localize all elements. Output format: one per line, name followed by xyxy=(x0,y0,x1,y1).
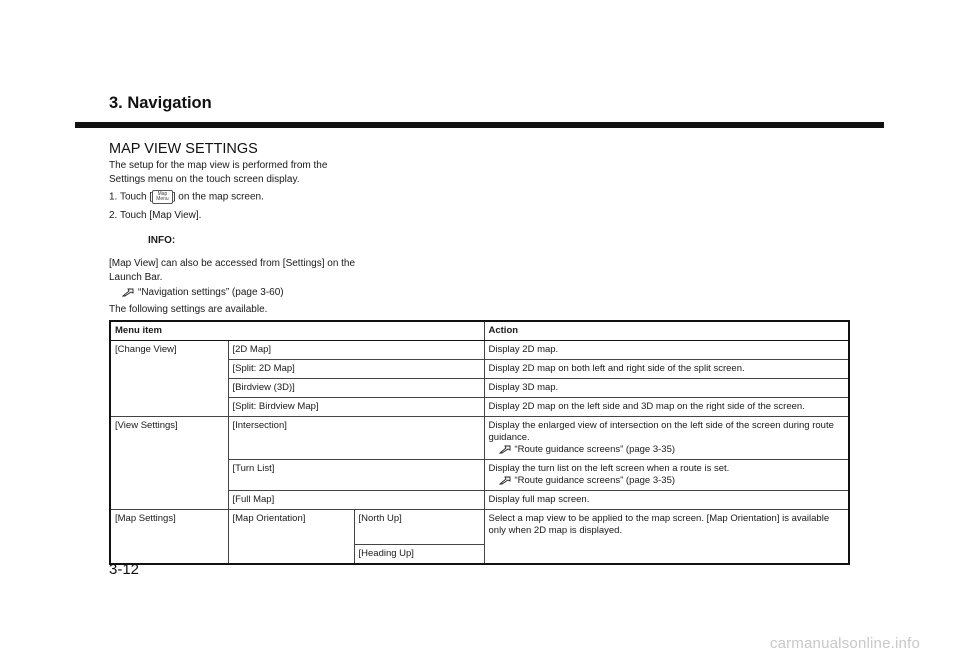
option-north-up: [North Up] xyxy=(354,510,484,545)
action-birdview-3d: Display 3D map. xyxy=(484,379,849,398)
header-rule xyxy=(75,122,884,128)
step-1-suffix: ] on the map screen. xyxy=(172,191,264,203)
item-map-orientation: [Map Orientation] xyxy=(228,510,354,565)
intro-text: The setup for the map view is performed from the Settings menu on the touch screen display. xyxy=(109,160,328,185)
intersection-xref-text: “Route guidance screens” (page 3-35) xyxy=(514,444,676,455)
info-text: [Map View] can also be accessed from [Settings] on the Launch Bar. xyxy=(109,258,356,283)
header-action: Action xyxy=(484,321,849,341)
item-intersection: [Intersection] xyxy=(228,417,484,460)
reference-pointer-icon xyxy=(122,288,134,297)
info-label: INFO: xyxy=(148,235,176,246)
map-menu-button-line1: Map xyxy=(157,191,168,197)
info-cross-reference xyxy=(122,286,284,300)
action-2d-map: Display 2D map. xyxy=(484,341,849,360)
info-xref-text: “Navigation settings” (page 3-60) xyxy=(138,287,284,298)
table-row xyxy=(110,417,849,460)
turn-list-xref-text: “Route guidance screens” (page 3-35) xyxy=(514,475,676,486)
action-intersection-text: Display the enlarged view of intersection on the left side of the screen during route guidance. xyxy=(488,420,834,443)
table-row xyxy=(110,341,849,360)
action-intersection xyxy=(484,417,849,460)
action-turn-list xyxy=(484,460,849,491)
step-1 xyxy=(109,190,264,205)
step-2: 2. Touch [Map View]. xyxy=(109,210,202,221)
reference-pointer-icon xyxy=(499,445,511,454)
menu-view-settings: [View Settings] xyxy=(110,417,228,510)
table-header-row xyxy=(110,321,849,341)
map-menu-button-icon xyxy=(152,190,173,204)
action-full-map: Display full map screen. xyxy=(484,491,849,510)
following-text: The following settings are available. xyxy=(109,304,268,315)
item-full-map: [Full Map] xyxy=(228,491,484,510)
item-split-2d-map: [Split: 2D Map] xyxy=(228,360,484,379)
action-turn-list-text: Display the turn list on the left screen when a route is set. xyxy=(488,463,730,474)
map-menu-button-line2: Menu xyxy=(156,196,169,202)
page-number: 3-12 xyxy=(109,561,140,578)
menu-change-view: [Change View] xyxy=(110,341,228,417)
item-split-birdview: [Split: Birdview Map] xyxy=(228,398,484,417)
map-view-settings-table xyxy=(109,320,850,565)
action-map-orientation: Select a map view to be applied to the map screen. [Map Orientation] is available only when 2D map is displayed. xyxy=(484,510,849,565)
action-split-2d-map: Display 2D map on both left and right side of the split screen. xyxy=(484,360,849,379)
turn-list-cross-reference xyxy=(489,475,845,487)
item-turn-list: [Turn List] xyxy=(228,460,484,491)
watermark: carmanualsonline.info xyxy=(769,635,920,652)
item-2d-map: [2D Map] xyxy=(228,341,484,360)
item-birdview-3d: [Birdview (3D)] xyxy=(228,379,484,398)
menu-map-settings: [Map Settings] xyxy=(110,510,228,565)
table-row xyxy=(110,510,849,545)
action-split-birdview: Display 2D map on the left side and 3D map on the right side of the screen. xyxy=(484,398,849,417)
section-title: MAP VIEW SETTINGS xyxy=(109,141,258,157)
reference-pointer-icon xyxy=(499,476,511,485)
option-heading-up: [Heading Up] xyxy=(354,545,484,565)
chapter-title: 3. Navigation xyxy=(109,94,212,112)
intersection-cross-reference xyxy=(489,444,845,456)
step-1-prefix: 1. Touch [ xyxy=(109,191,153,203)
header-menu-item: Menu item xyxy=(110,321,484,341)
